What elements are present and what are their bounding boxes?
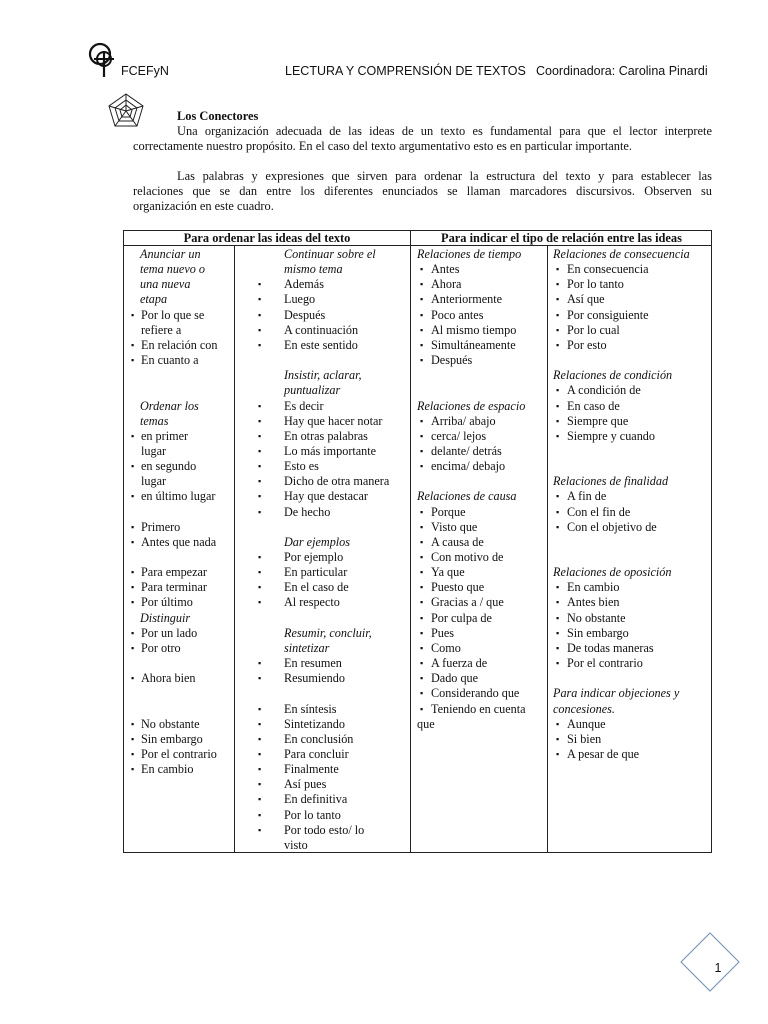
bullet-icon: ▪: [420, 597, 424, 608]
list-item: Además: [284, 277, 324, 292]
list-item: En caso de: [567, 398, 620, 413]
list-item: Por otro: [141, 640, 181, 655]
bullet-icon: ▪: [556, 612, 560, 623]
list-item: En cuanto a: [141, 353, 199, 368]
bullet-icon: ▪: [258, 461, 262, 472]
category-heading: Dar ejemplos: [284, 534, 351, 549]
list-item: En cambio: [141, 762, 194, 777]
list-item: Por el contrario: [567, 656, 643, 671]
list-item: en segundo: [141, 459, 197, 474]
bullet-icon: ▪: [420, 582, 424, 593]
list-item: Lo más importante: [284, 443, 377, 458]
list-item: Anteriormente: [431, 292, 503, 307]
bullet-icon: ▪: [420, 461, 424, 472]
category-heading: Insistir, aclarar,: [284, 368, 362, 383]
category-heading: Relaciones de tiempo: [417, 247, 522, 261]
bullet-icon: ▪: [556, 324, 560, 335]
bullet-icon: ▪: [131, 627, 135, 638]
bullet-icon: ▪: [131, 339, 135, 350]
list-item: No obstante: [141, 716, 200, 731]
bullet-icon: ▪: [258, 294, 262, 305]
connectors-table: [123, 230, 712, 853]
list-item: Si bien: [567, 731, 602, 746]
bullet-icon: ▪: [258, 400, 262, 411]
bullet-icon: ▪: [420, 552, 424, 562]
category-heading: Continuar sobre el: [284, 247, 376, 261]
list-item: Para concluir: [284, 746, 349, 761]
bullet-icon: ▪: [131, 642, 135, 653]
list-item: Aunque: [567, 716, 606, 731]
list-item: Por lo cual: [567, 322, 620, 337]
list-item: Antes: [431, 262, 460, 277]
bullet-icon: ▪: [258, 597, 262, 608]
list-item: Simultáneamente: [431, 337, 516, 352]
bullet-icon: ▪: [556, 309, 560, 320]
bullet-icon: ▪: [258, 779, 262, 790]
category-heading: Relaciones de causa: [417, 489, 517, 504]
list-item: A continuación: [284, 322, 359, 337]
bullet-icon: ▪: [556, 264, 560, 275]
list-item: Resumiendo: [284, 671, 345, 686]
coordinator: Coordinadora: Carolina Pinardi: [536, 64, 708, 78]
list-item: Es decir: [284, 398, 324, 413]
intro-paragraph-1: [133, 124, 712, 154]
category-heading: Anunciar un: [140, 247, 201, 261]
list-item: Sin embargo: [567, 625, 629, 640]
list-item: Gracias a / que: [431, 595, 504, 610]
list-item: Arriba/ abajo: [431, 413, 496, 428]
list-item: En cambio: [567, 580, 620, 595]
bullet-icon: ▪: [556, 521, 560, 532]
bullet-icon: ▪: [131, 582, 135, 593]
list-item: Hay que destacar: [284, 489, 368, 504]
table-header-relations: Para indicar el tipo de relación entre las ideas: [441, 231, 682, 245]
list-item: En otras palabras: [284, 428, 368, 443]
list-item-continuation: refiere a: [141, 322, 182, 337]
bullet-icon: ▪: [420, 445, 424, 456]
bullet-icon: ▪: [131, 733, 135, 744]
bullet-icon: ▪: [258, 324, 262, 335]
list-item: Por último: [141, 595, 193, 610]
table-header-ordering: Para ordenar las ideas del texto: [183, 231, 351, 245]
paragraph-line: relaciones que se dan entre los diferentes enunciados se llaman marcadores discursivos. Observen su: [133, 184, 712, 198]
bullet-icon: ▪: [258, 748, 262, 759]
bullet-icon: ▪: [420, 294, 424, 305]
bullet-icon: ▪: [420, 673, 424, 684]
list-item: En resumen: [284, 656, 342, 671]
list-item: Sin embargo: [141, 731, 203, 746]
bullet-icon: ▪: [556, 748, 560, 759]
list-item: Ahora bien: [141, 671, 196, 686]
bullet-icon: ▪: [131, 748, 135, 759]
category-heading: etapa: [140, 292, 168, 307]
list-item: En este sentido: [284, 337, 358, 352]
bullet-icon: ▪: [258, 567, 262, 578]
bullet-icon: ▪: [556, 733, 560, 744]
list-item: Finalmente: [284, 762, 339, 777]
list-item: En relación con: [141, 337, 218, 352]
list-item: Poco antes: [431, 307, 484, 322]
list-item: Con el objetivo de: [567, 519, 657, 534]
list-item: A causa de: [431, 534, 484, 549]
column-divider: [547, 245, 548, 852]
bullet-icon: ▪: [258, 445, 262, 456]
bullet-icon: ▪: [420, 309, 424, 320]
list-item: Porque: [431, 504, 466, 519]
category-heading: sintetizar: [284, 640, 330, 655]
bullet-icon: ▪: [556, 658, 560, 669]
paragraph-line: correctamente nuestro propósito. En el caso del texto argumentativo esto es en particular importante.: [133, 139, 633, 153]
bullet-icon: ▪: [556, 491, 560, 502]
bullet-icon: ▪: [258, 552, 262, 562]
category-heading: Relaciones de consecuencia: [553, 247, 690, 261]
bullet-icon: ▪: [420, 688, 424, 699]
org-name: FCEFyN: [121, 64, 169, 78]
list-item-continuation: lugar: [141, 443, 167, 458]
bullet-icon: ▪: [258, 703, 262, 714]
column-divider: [234, 245, 235, 852]
bullet-icon: ▪: [131, 673, 135, 684]
bullet-icon: ▪: [420, 279, 424, 290]
category-heading: temas: [140, 413, 169, 428]
list-item: Con motivo de: [431, 550, 504, 564]
bullet-icon: ▪: [131, 597, 135, 608]
bullet-icon: ▪: [131, 491, 135, 502]
list-item: Hay que hacer notar: [284, 413, 383, 428]
bullet-icon: ▪: [420, 355, 424, 366]
bullet-icon: ▪: [258, 794, 262, 805]
bullet-icon: ▪: [556, 642, 560, 653]
fcefyn-logo-icon: [88, 42, 120, 78]
bullet-icon: ▪: [258, 430, 262, 441]
list-item: Al mismo tiempo: [431, 322, 517, 337]
bullet-icon: ▪: [258, 339, 262, 350]
list-item-continuation: que: [417, 716, 435, 731]
list-item: Considerando que: [431, 686, 520, 701]
bullet-icon: ▪: [420, 415, 424, 426]
paragraph-line: organización en este cuadro.: [133, 199, 274, 213]
list-item: Siempre y cuando: [567, 428, 655, 443]
category-heading: Relaciones de finalidad: [553, 474, 669, 489]
list-item: En consecuencia: [567, 262, 649, 277]
bullet-icon: ▪: [258, 279, 262, 290]
intro-paragraph-2: [133, 169, 712, 214]
bullet-icon: ▪: [420, 642, 424, 653]
list-item: Por lo tanto: [284, 807, 341, 822]
list-item: Sintetizando: [284, 716, 345, 731]
bullet-icon: ▪: [258, 733, 262, 744]
category-heading: Relaciones de condición: [553, 368, 673, 383]
bullet-icon: ▪: [258, 809, 262, 820]
list-item: Luego: [284, 292, 316, 307]
list-item: Ahora: [431, 277, 462, 292]
bullet-icon: ▪: [420, 627, 424, 638]
bullet-icon: ▪: [556, 506, 560, 517]
list-item: Teniendo en cuenta: [431, 701, 526, 716]
bullet-icon: ▪: [420, 658, 424, 669]
bullet-icon: ▪: [556, 627, 560, 638]
list-item: Por esto: [567, 337, 607, 352]
bullet-icon: ▪: [131, 567, 135, 578]
category-heading: Relaciones de espacio: [417, 398, 526, 413]
list-item: Por un lado: [141, 625, 198, 640]
list-item: en primer: [141, 428, 189, 443]
column-divider: [410, 231, 411, 852]
bullet-icon: ▪: [556, 597, 560, 608]
list-item: Para terminar: [141, 580, 207, 595]
category-heading: Distinguir: [140, 610, 191, 625]
list-item: Para empezar: [141, 565, 207, 580]
list-item: Después: [284, 307, 326, 322]
list-item: Al respecto: [284, 595, 340, 610]
category-heading: una nueva: [140, 277, 191, 292]
list-item: Dicho de otra manera: [284, 474, 390, 489]
list-item: en último lugar: [141, 489, 216, 504]
bullet-icon: ▪: [420, 536, 424, 547]
list-item: A pesar de que: [567, 746, 640, 761]
bullet-icon: ▪: [258, 764, 262, 775]
category-heading: Para indicar objeciones y: [553, 686, 680, 701]
bullet-icon: ▪: [556, 582, 560, 593]
list-item: Por lo que se: [141, 307, 205, 322]
bullet-icon: ▪: [131, 430, 135, 441]
list-item: Como: [431, 640, 461, 655]
list-item: En particular: [284, 565, 348, 580]
bullet-icon: ▪: [131, 536, 135, 547]
bullet-icon: ▪: [556, 294, 560, 305]
category-heading: Ordenar los: [140, 398, 199, 413]
category-heading: Relaciones de oposición: [553, 565, 672, 580]
bullet-icon: ▪: [420, 521, 424, 532]
bullet-icon: ▪: [556, 415, 560, 426]
list-item: Por consiguiente: [567, 307, 649, 322]
list-item: Esto es: [284, 459, 319, 474]
page-number: 1: [714, 961, 722, 975]
list-item: A fuerza de: [431, 656, 488, 671]
bullet-icon: ▪: [420, 339, 424, 350]
bullet-icon: ▪: [131, 764, 135, 775]
bullet-icon: ▪: [556, 279, 560, 290]
list-item: Con el fin de: [567, 504, 631, 519]
bullet-icon: ▪: [258, 476, 262, 487]
list-item: A fin de: [567, 489, 607, 504]
bullet-icon: ▪: [131, 718, 135, 729]
list-item: Antes bien: [567, 595, 620, 610]
list-item: No obstante: [567, 610, 626, 625]
list-item-continuation: visto: [284, 837, 308, 852]
course-title: LECTURA Y COMPRENSIÓN DE TEXTOS: [285, 64, 526, 78]
list-item: Puesto que: [431, 580, 485, 595]
bullet-icon: ▪: [258, 824, 262, 835]
list-item: En síntesis: [284, 701, 337, 716]
list-item: Ya que: [431, 565, 465, 580]
bullet-icon: ▪: [258, 582, 262, 593]
list-item: Por el contrario: [141, 746, 217, 761]
list-item: De todas maneras: [567, 640, 654, 655]
bullet-icon: ▪: [420, 567, 424, 578]
category-heading: tema nuevo o: [140, 262, 205, 277]
bullet-icon: ▪: [420, 612, 424, 623]
section-title: Los Conectores: [177, 109, 259, 123]
bullet-icon: ▪: [556, 430, 560, 441]
bullet-icon: ▪: [556, 339, 560, 350]
list-item: delante/ detrás: [431, 443, 502, 458]
bullet-icon: ▪: [258, 506, 262, 517]
bullet-icon: ▪: [258, 658, 262, 669]
list-item: Dado que: [431, 671, 479, 686]
bullet-icon: ▪: [420, 324, 424, 335]
list-item: En definitiva: [284, 792, 348, 807]
list-item: Siempre que: [567, 413, 629, 428]
list-item: Visto que: [431, 519, 478, 534]
category-heading: concesiones.: [553, 701, 615, 716]
list-item: De hecho: [284, 504, 331, 519]
list-item: cerca/ lejos: [431, 428, 487, 443]
bullet-icon: ▪: [131, 521, 135, 532]
list-item: En conclusión: [284, 731, 354, 746]
list-item: Así que: [567, 292, 605, 307]
bullet-icon: ▪: [420, 430, 424, 441]
list-item: Por ejemplo: [284, 550, 344, 564]
bullet-icon: ▪: [420, 506, 424, 517]
page-number-marker: [677, 931, 741, 995]
list-item: Pues: [431, 625, 455, 640]
list-item: Así pues: [284, 777, 327, 792]
bullet-icon: ▪: [556, 385, 560, 396]
bullet-icon: ▪: [258, 673, 262, 684]
bullet-icon: ▪: [131, 461, 135, 472]
bullet-icon: ▪: [556, 718, 560, 729]
bullet-icon: ▪: [258, 718, 262, 729]
bullet-icon: ▪: [131, 355, 135, 366]
list-item: Después: [431, 353, 473, 368]
category-heading: puntualizar: [284, 383, 341, 398]
bullet-icon: ▪: [420, 264, 424, 275]
list-item: Por todo esto/ lo: [284, 822, 365, 837]
list-item: A condición de: [567, 383, 641, 398]
bullet-icon: ▪: [258, 309, 262, 320]
list-item-continuation: lugar: [141, 474, 167, 489]
list-item: encima/ debajo: [431, 459, 506, 474]
list-item: Por culpa de: [431, 610, 492, 625]
paragraph-line: Una organización adecuada de las ideas de un texto es fundamental para que el lector interprete: [177, 124, 712, 138]
paragraph-line: Las palabras y expresiones que sirven para ordenar la estructura del texto y para establecer las: [177, 169, 712, 183]
bullet-icon: ▪: [131, 309, 135, 320]
list-item: En el caso de: [284, 580, 349, 595]
list-item: Primero: [141, 519, 181, 534]
bullet-icon: ▪: [420, 703, 424, 714]
category-heading: mismo tema: [284, 262, 343, 277]
list-item: Antes que nada: [141, 534, 217, 549]
category-heading: Resumir, concluir,: [284, 625, 372, 640]
list-item: Por lo tanto: [567, 277, 624, 292]
bullet-icon: ▪: [258, 491, 262, 502]
bullet-icon: ▪: [556, 400, 560, 411]
bullet-icon: ▪: [258, 415, 262, 426]
